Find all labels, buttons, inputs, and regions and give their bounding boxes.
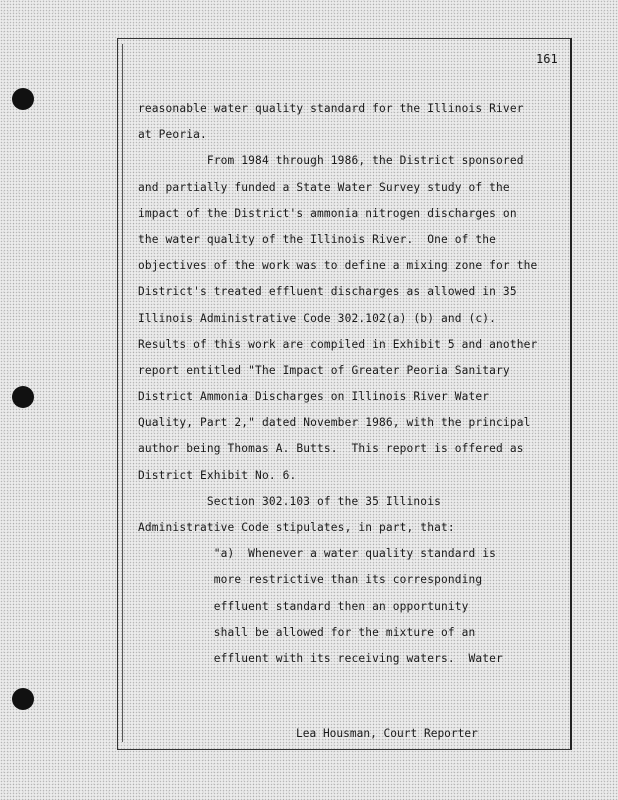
transcript-line: impact of the District's ammonia nitrogen discharges on: [138, 206, 517, 220]
transcript-line: Quality, Part 2," dated November 1986, with the principal: [138, 416, 531, 430]
transcript-line: reasonable water quality standard for the Illinois River: [138, 102, 524, 115]
transcript-line: From 1984 through 1986, the District sponsored: [138, 154, 524, 168]
page-number: 161: [536, 52, 558, 66]
punch-hole: [12, 386, 34, 408]
transcript-line: Illinois Administrative Code 302.102(a) (b) and (c).: [138, 311, 497, 325]
transcript-line: effluent with its receiving waters. Water: [138, 651, 503, 665]
transcript-line: author being Thomas A. Butts. This report is offered as: [138, 442, 524, 456]
transcript-line: and partially funded a State Water Survey study of the: [138, 180, 510, 194]
transcript-line: objectives of the work was to define a mixing zone for the: [138, 259, 538, 273]
transcript-line: more restrictive than its corresponding: [138, 573, 483, 587]
punch-hole: [12, 88, 34, 110]
transcript-body: [138, 96, 578, 672]
transcript-line: shall be allowed for the mixture of an: [138, 625, 476, 639]
transcript-line: "a) Whenever a water quality standard is: [138, 547, 497, 561]
transcript-line: District Ammonia Discharges on Illinois River Water: [138, 390, 490, 404]
transcript-line: District's treated effluent discharges as allowed in 35: [138, 285, 517, 299]
transcript-line: effluent standard then an opportunity: [138, 599, 469, 613]
transcript-line: District Exhibit No. 6.: [138, 468, 297, 482]
transcript-line: Section 302.103 of the 35 Illinois: [138, 494, 441, 508]
transcript-line: Administrative Code stipulates, in part, that:: [138, 521, 455, 534]
punch-hole: [12, 688, 34, 710]
transcript-line: Results of this work are compiled in Exhibit 5 and another: [138, 337, 538, 351]
transcript-line: at Peoria.: [138, 128, 207, 142]
court-reporter-footer: Lea Housman, Court Reporter: [296, 727, 478, 740]
transcript-line: the water quality of the Illinois River. One of the: [138, 232, 497, 246]
transcript-line: report entitled "The Impact of Greater Peoria Sanitary: [138, 363, 510, 377]
